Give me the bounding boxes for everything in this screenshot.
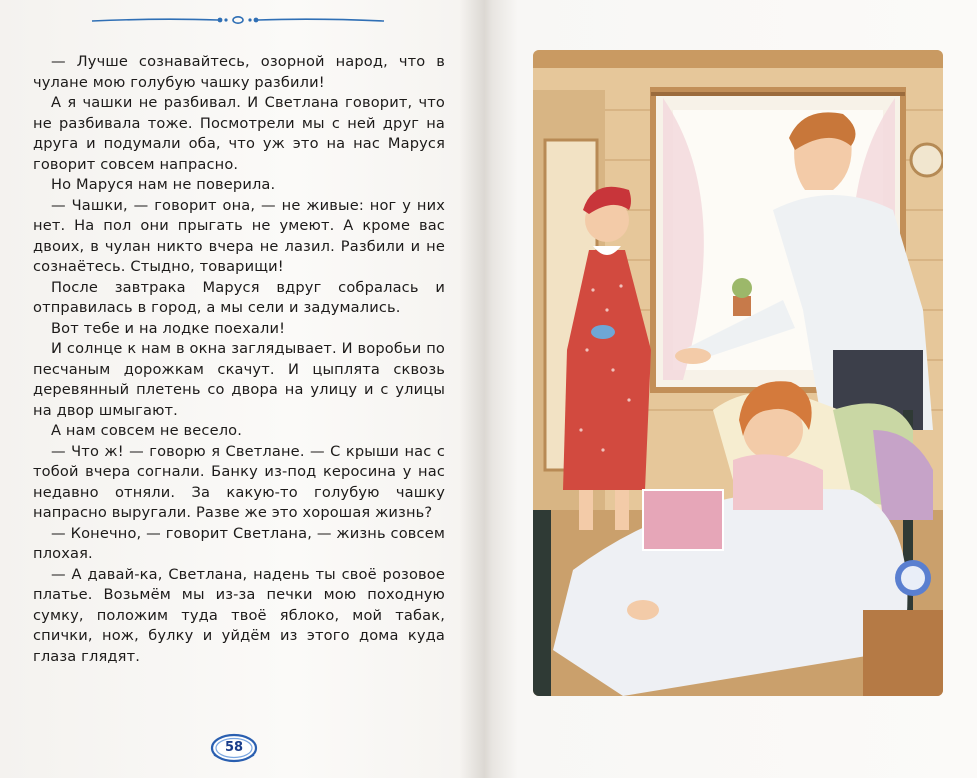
paragraph: После завтрака Маруся вдруг собралась и отправилась в город, а мы сели и задумались. bbox=[33, 278, 445, 316]
illustration-scene bbox=[533, 50, 943, 696]
story-illustration bbox=[533, 50, 943, 696]
paragraph: Но Маруся нам не поверила. bbox=[51, 176, 276, 193]
paragraph: — Лучше сознавайтесь, озорной народ, что в чулане мою голубую чашку разбили! bbox=[33, 53, 445, 91]
story-text bbox=[33, 52, 445, 667]
page-number-label: 58 bbox=[224, 740, 244, 755]
right-page bbox=[491, 0, 977, 778]
paragraph: Вот тебе и на лодке поехали! bbox=[51, 319, 286, 337]
ornament-divider-icon bbox=[90, 12, 386, 28]
page-number bbox=[210, 733, 258, 763]
left-page bbox=[0, 0, 486, 778]
paragraph: И солнце к нам в окна заглядывает. И воробьи по песчаным дорожкам скачут. И цыплята сквозь деревянный плетень со двора на улицу и с улицы на двор шмыгают. bbox=[33, 340, 445, 419]
paragraph: А я чашки не разбивал. И Светлана говорит, что не разбивала тоже. Посмотрели мы с ней друг на друга и подумали оба, что уж это на нас Маруся говорит совсем напрасно. bbox=[33, 94, 445, 173]
paragraph: — Конечно, — говорит Светлана, — жизнь совсем плохая. bbox=[33, 524, 445, 562]
paragraph: — Чашки, — говорит она, — не живые: ног у них нет. На пол они прыгать не умеют. А кроме вас двоих, в чулан никто вчера не лазил. Разбили и не сознаётесь. Стыдно, товарищи! bbox=[33, 196, 445, 275]
paragraph: — Что ж! — говорю я Светлане. — С крыши нас с тобой вчера согнали. Банку из-под керосина у нас недавно отняли. За какую-то голубую чашку напрасно выругали. Разве же это хорошая жизнь? bbox=[33, 442, 445, 521]
paragraph: — А давай-ка, Светлана, надень ты своё розовое платье. Возьмём мы из-за печки мою походную сумку, положим туда твоё яблоко, мой табак, спички, нож, булку и уйдём из этого дома куда глаза глядят. bbox=[33, 565, 445, 665]
paragraph: А нам совсем не весело. bbox=[51, 422, 243, 439]
